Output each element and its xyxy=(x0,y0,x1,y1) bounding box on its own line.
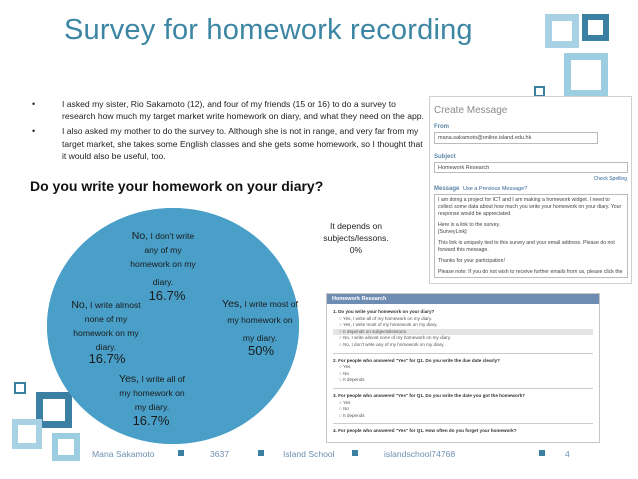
research-q2: 2. For people who answered "Yes" for Q1. Do you write the due date clearly? xyxy=(333,357,500,363)
bullet-list xyxy=(28,98,428,165)
message-body: I am doing a project for ICT and I am making a homework widget. I need to collect some data about how much you write your homework on your diary. Your response would be appreciated. Here is a link to the survey. [SurveyLink] This link is uniquely tied to this survey and your email address. Please do not forward this message. Thanks for your participation! Please note: If you do not wish to receive further emails from us, please click the xyxy=(434,194,628,278)
slice-label-yes-most: Yes, I write most of my homework on my diary. xyxy=(222,298,298,343)
slice-label-yes-all: Yes, I write all of my homework on my diary. xyxy=(119,373,185,412)
research-header: Homework Research xyxy=(327,294,599,304)
research-option: ○ No, I write almost none of my homework on my diary. xyxy=(339,335,451,341)
previous-message-link: Use a Previous Message? xyxy=(463,186,528,192)
slide-title: Survey for homework recording xyxy=(64,14,473,46)
research-option: ○ No, I don't write any of my homework on my diary. xyxy=(339,341,445,347)
create-message-header: Create Message xyxy=(434,105,508,116)
decor-square xyxy=(14,382,26,394)
create-message-screenshot xyxy=(429,96,632,284)
footer-separator xyxy=(178,450,184,456)
research-q1: 1. Do you write your homework on your diary? xyxy=(333,309,435,314)
check-spelling-link: Check Spelling xyxy=(593,176,627,182)
slice-label-no-dont: No, I don't write any of my homework on my diary. xyxy=(130,230,196,287)
footer-separator xyxy=(352,450,358,456)
bullet-item: • I asked my sister, Rio Sakamoto (12), and four of my friends (15 or 16) to do a survey to research how much my target market write homework on diary, and what they need on the app. xyxy=(28,98,428,122)
research-option: ○ It depends on subjects/lessons. xyxy=(333,329,593,336)
from-label: From xyxy=(434,124,449,130)
slice-pct-yes-all: 16.7% xyxy=(132,413,170,428)
message-label: Message xyxy=(434,186,460,192)
research-option: ○ No xyxy=(339,370,349,376)
decor-square xyxy=(582,14,609,41)
research-option: ○ Yes, I write most of my homework on my diary. xyxy=(339,322,438,328)
research-q3: 3. For people who answered "Yes" for Q1. Do you write the date you got the homework? xyxy=(333,392,525,398)
footer-school: Island School xyxy=(283,449,335,459)
slice-label-no-almost: No, I write almost none of my homework on my diary. xyxy=(71,299,141,352)
footer-page: 4 xyxy=(565,449,570,459)
from-field: mana.sakamoto@online.island.edu.hk xyxy=(434,132,598,144)
footer-separator xyxy=(258,450,264,456)
decor-square xyxy=(564,53,608,97)
research-q4: 4. For people who answered "Yes" for Q1. How often do you forget your homework? xyxy=(333,428,517,434)
footer-number: 3637 xyxy=(210,449,230,459)
slice-pct-no-almost: 16.7% xyxy=(88,351,126,366)
research-option: ○ Yes, I write all of my homework on my diary. xyxy=(339,315,433,321)
bullet-item: • I also asked my mother to do the survey to. Although she is not in range, and very far from my target market, she takes some English classes and she gets some homework, so I thought that it would also be useful, too. xyxy=(28,125,428,162)
decor-square xyxy=(12,419,42,449)
footer-handle: islandschool74768 xyxy=(384,449,456,459)
decor-square xyxy=(545,14,579,48)
research-option: ○ No xyxy=(339,406,349,412)
footer-separator xyxy=(539,450,545,456)
research-option: ○ It depends xyxy=(339,412,365,418)
research-option: ○ Yes xyxy=(339,364,351,370)
slice-label-depends: It depends on subjects/lessons. 0% xyxy=(323,221,389,255)
footer-author: Mana Sakamoto xyxy=(92,449,155,459)
subject-field: Homework Research xyxy=(434,162,628,173)
slice-pct-yes-most: 50% xyxy=(247,343,275,358)
research-option: ○ It depends xyxy=(339,377,365,383)
research-form-screenshot xyxy=(326,293,600,443)
survey-question: Do you write your homework on your diary? xyxy=(30,178,324,194)
slice-pct-no-dont: 16.7% xyxy=(148,288,186,303)
subject-label: Subject xyxy=(434,154,456,160)
research-option: ○ Yes xyxy=(339,399,351,405)
